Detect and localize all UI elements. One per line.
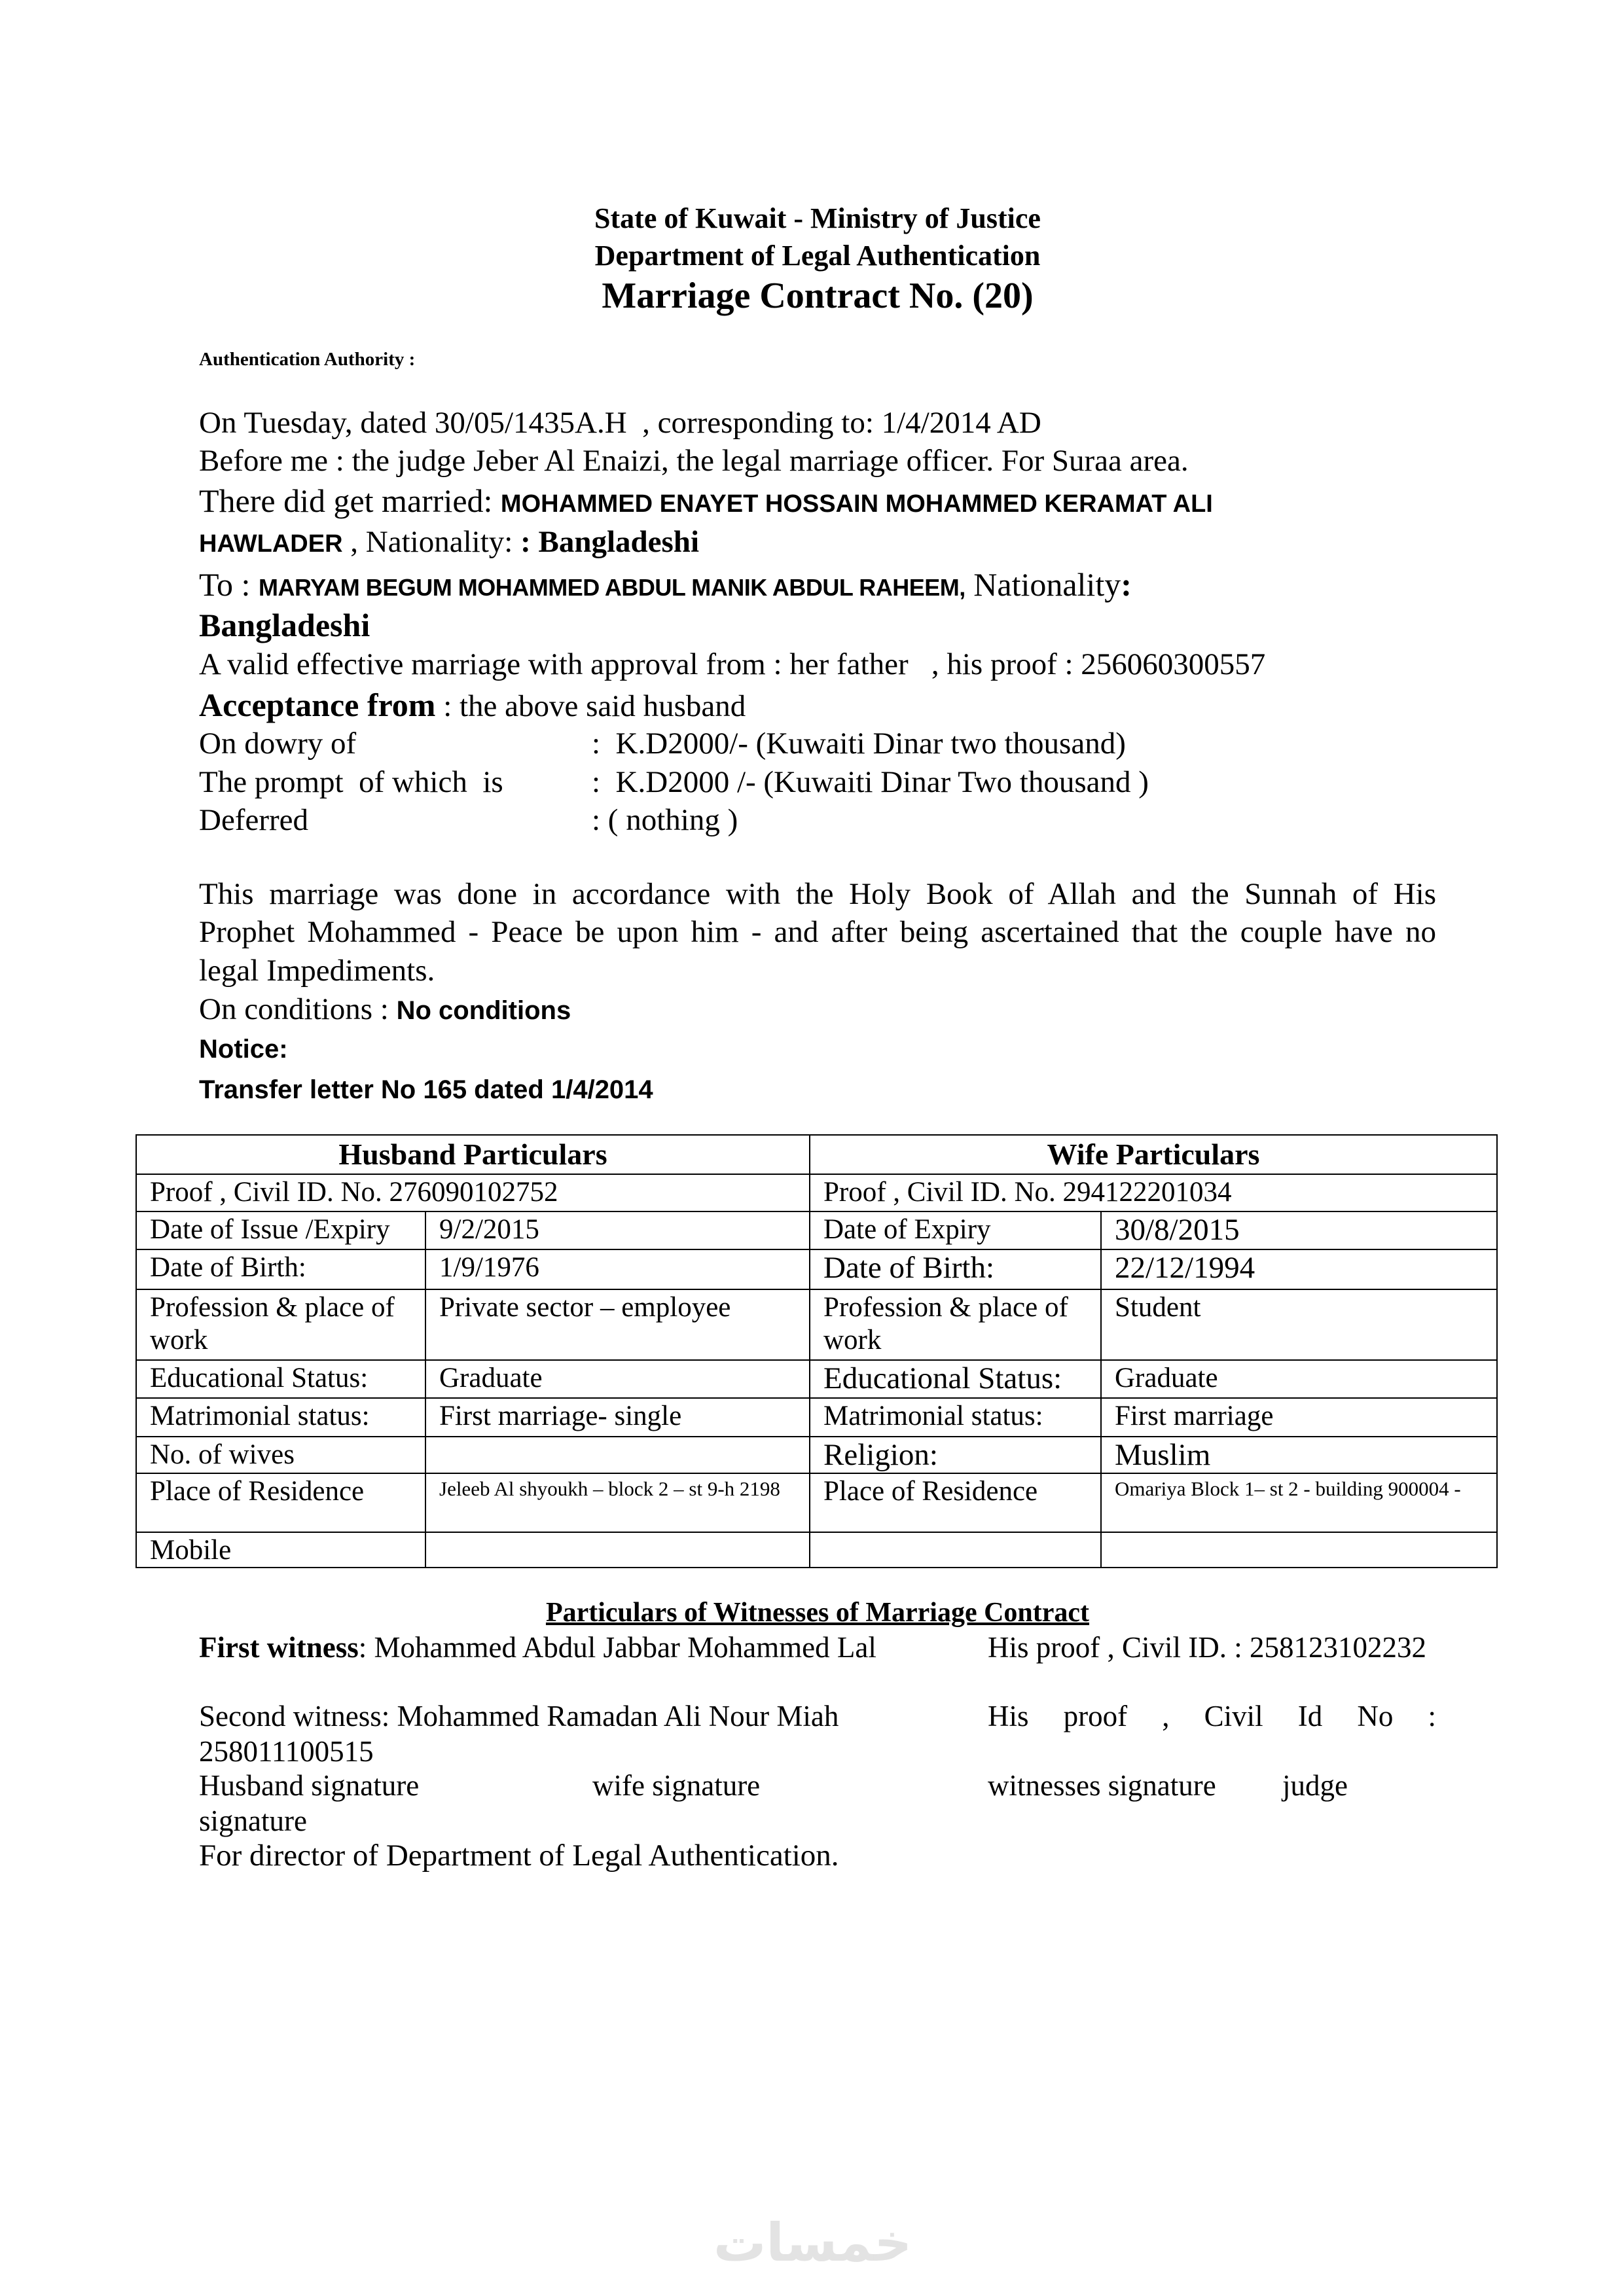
cell: First marriage (1101, 1398, 1497, 1437)
nationality-label: , Nationality: (342, 525, 521, 559)
prompt-label: The prompt of which is (199, 765, 503, 799)
cell: Student (1101, 1289, 1497, 1360)
authority-label: Authentication Authority : (199, 349, 416, 370)
table-row (136, 1473, 1497, 1532)
cell: Jeleeb Al shyoukh – block 2 – st 9-h 2198 (425, 1473, 810, 1532)
to-prefix: To : (199, 566, 259, 603)
cell (425, 1532, 810, 1568)
husband-header: Husband Particulars (136, 1135, 810, 1174)
cell: Profession & place of work (136, 1289, 425, 1360)
acceptance-label: Acceptance from (199, 687, 436, 723)
judge-signature-label-cont: signature (199, 1804, 307, 1837)
cell: Muslim (1101, 1437, 1497, 1473)
header-department: Department of Legal Authentication (594, 240, 1041, 272)
wife-colon: : (1121, 566, 1132, 603)
paragraph-line-3: legal Impediments. (199, 954, 435, 988)
judge-signature-label: judge (1282, 1769, 1348, 1802)
cell: No. of wives (136, 1437, 425, 1473)
judge-line: Before me : the judge Jeber Al Enaizi, the legal marriage officer. For Suraa area. (199, 444, 1189, 478)
cell: Graduate (1101, 1360, 1497, 1398)
husband-name: MOHAMMED ENAYET HOSSAIN MOHAMMED KERAMAT ALI (500, 490, 1213, 518)
header-ministry: State of Kuwait - Ministry of Justice (594, 202, 1041, 234)
conditions-label: On conditions : (199, 992, 397, 1026)
cell: Religion: (810, 1437, 1101, 1473)
dowry-label: On dowry of (199, 726, 357, 761)
prompt-value: : K.D2000 /- (Kuwaiti Dinar Two thousand ) (592, 765, 1149, 799)
second-witness-proof-label: His proof , Civil Id No : (988, 1700, 1436, 1732)
wife-name: MARYAM BEGUM MOHAMMED ABDUL MANIK ABDUL RAHEEM, (258, 574, 965, 601)
cell: Omariya Block 1– st 2 - building 900004 - (1101, 1473, 1497, 1532)
watermark-logo: خمسات (713, 2212, 912, 2273)
second-witness-proof-value: 258011100515 (199, 1735, 374, 1768)
deferred-line (199, 801, 738, 839)
dowry-value: : K.D2000/- (Kuwaiti Dinar two thousand) (592, 726, 1126, 761)
table-row (136, 1289, 1497, 1360)
witnesses-signature-label: witnesses signature (988, 1769, 1216, 1802)
first-witness-label: First witness (199, 1631, 359, 1664)
paragraph-line-2: Prophet Mohammed - Peace be upon him - and after being ascertained that the couple have no (199, 915, 1436, 949)
cell: Private sector – employee (425, 1289, 810, 1360)
cell: Profession & place of work (810, 1289, 1101, 1360)
husband-name-cont: HAWLADER (199, 530, 343, 558)
cell: Graduate (425, 1360, 810, 1398)
table-row (136, 1249, 1497, 1289)
cell: Date of Birth: (810, 1249, 1101, 1289)
wife-signature-label: wife signature (592, 1769, 761, 1802)
husband-nationality: : Bangladeshi (520, 525, 699, 559)
witnesses-heading: Particulars of Witnesses of Marriage Contract (545, 1598, 1090, 1628)
cell: Place of Residence (810, 1473, 1101, 1532)
cell (1101, 1532, 1497, 1568)
table-row (136, 1211, 1497, 1249)
wife-line (199, 565, 1132, 607)
deferred-value: : ( nothing ) (592, 803, 738, 837)
cell: Date of Birth: (136, 1249, 425, 1289)
date-line: On Tuesday, dated 30/05/1435A.H , corresponding to: 1/4/2014 AD (199, 406, 1041, 440)
cell: Mobile (136, 1532, 425, 1568)
transfer-letter: Transfer letter No 165 dated 1/4/2014 (199, 1075, 653, 1104)
first-witness-proof: His proof , Civil ID. : 258123102232 (988, 1631, 1426, 1664)
first-witness-line (199, 1628, 876, 1666)
cell: First marriage- single (425, 1398, 810, 1437)
married-line (199, 482, 1213, 523)
acceptance-value: : the above said husband (435, 689, 746, 723)
second-witness-line: Second witness: Mohammed Ramadan Ali Nour Miah (199, 1700, 839, 1732)
cell: Date of Issue /Expiry (136, 1211, 425, 1249)
particulars-table (135, 1134, 1498, 1568)
husband-signature-label: Husband signature (199, 1769, 420, 1802)
conditions-line (199, 990, 571, 1030)
table-row (136, 1437, 1497, 1473)
table-row (136, 1360, 1497, 1398)
director-line: For director of Department of Legal Authentication. (199, 1839, 839, 1873)
first-witness-name: : Mohammed Abdul Jabbar Mohammed Lal (358, 1631, 876, 1664)
page-title: Marriage Contract No. (20) (602, 276, 1034, 316)
table-row (136, 1532, 1497, 1568)
conditions-value: No conditions (396, 996, 571, 1025)
cell: Educational Status: (136, 1360, 425, 1398)
acceptance-line (199, 686, 746, 725)
husband-proof: Proof , Civil ID. No. 276090102752 (136, 1174, 810, 1211)
dowry-line (199, 725, 1126, 762)
approval-line: A valid effective marriage with approval from : her father , his proof : 256060300557 (199, 647, 1266, 681)
cell (810, 1532, 1101, 1568)
wife-nationality: Bangladeshi (199, 607, 370, 643)
notice-label: Notice: (199, 1035, 288, 1064)
cell: 1/9/1976 (425, 1249, 810, 1289)
cell (425, 1437, 810, 1473)
married-prefix: There did get married: (199, 482, 501, 519)
cell: 22/12/1994 (1101, 1249, 1497, 1289)
wife-proof: Proof , Civil ID. No. 294122201034 (810, 1174, 1497, 1211)
cell: 30/8/2015 (1101, 1211, 1497, 1249)
wife-nationality-label: Nationality (965, 566, 1121, 603)
cell: Date of Expiry (810, 1211, 1101, 1249)
paragraph-line-1: This marriage was done in accordance with the Holy Book of Allah and the Sunnah of His (199, 877, 1436, 911)
wife-header: Wife Particulars (810, 1135, 1497, 1174)
cell: Place of Residence (136, 1473, 425, 1532)
prompt-line (199, 763, 1149, 801)
cell: Educational Status: (810, 1360, 1101, 1398)
deferred-label: Deferred (199, 803, 308, 837)
cell: Matrimonial status: (810, 1398, 1101, 1437)
cell: 9/2/2015 (425, 1211, 810, 1249)
cell: Matrimonial status: (136, 1398, 425, 1437)
husband-nationality-line (199, 523, 699, 563)
table-row (136, 1398, 1497, 1437)
